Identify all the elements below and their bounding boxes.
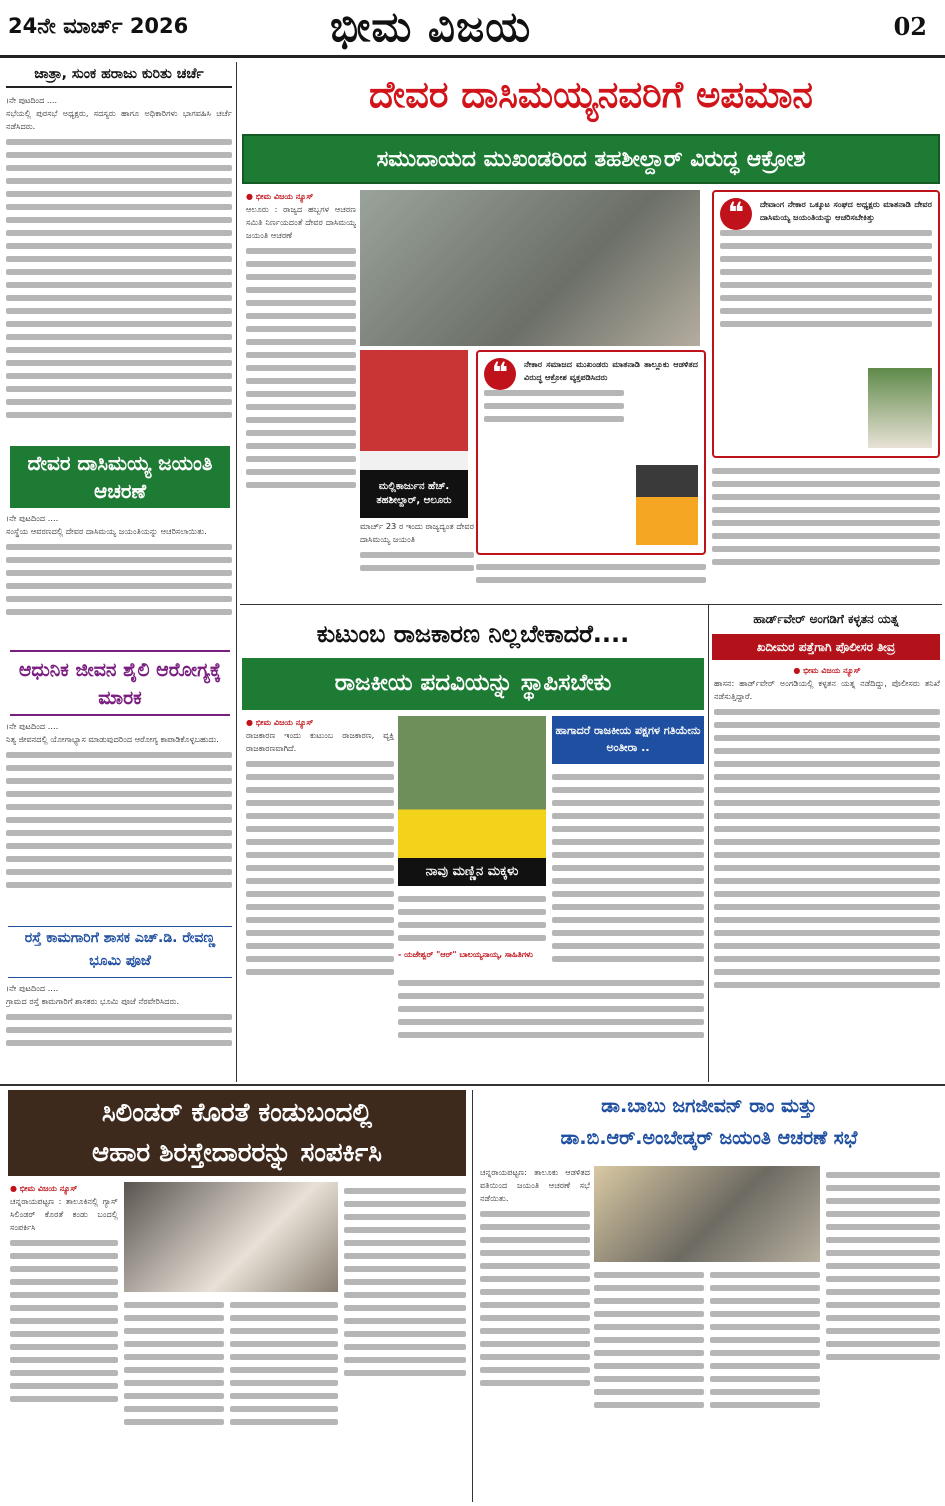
quote-text: ದೇವಾಂಗ ನೇಕಾರ ಒಕ್ಕೂಟ ಸಂಘದ ಅಧ್ಯಕ್ಷರು ಮಾತನಾಡಿ ದೇವರ ದಾಸಿಮಯ್ಯ ಜಯಂತಿಯನ್ನು ಆಚರಿಸಬೇಕಿತ್ತು [760, 199, 932, 222]
lead-story-body [246, 190, 356, 600]
story-lead: ನಿತ್ಯ ಜೀವನದಲ್ಲಿ ಯೋಗಾಭ್ಯಾಸ ಮಾಡುವುದರಿಂದ ಆರೋಗ್ಯ ಕಾಪಾಡಿಕೊಳ್ಳಬಹುದು. [6, 734, 219, 744]
jayanthi-col-3 [710, 1266, 820, 1502]
story-jatra [6, 62, 232, 444]
cylinder-headline-line2: ಆಹಾರ ಶಿರಸ್ತೇದಾರರನ್ನು ಸಂಪರ್ಕಿಸಿ [92, 1138, 382, 1168]
story-lead: ಸಂಸ್ಥೆಯ ಆವರಣದಲ್ಲಿ ದೇವರ ದಾಸಿಮಯ್ಯ ಜಯಂತಿಯನ್ನು ಆಚರಿಸಲಾಯಿತು. [6, 526, 207, 536]
byline: ● ಭೀಮ ವಿಜಯ ನ್ಯೂಸ್ [10, 1184, 78, 1193]
issue-date: 24ನೇ ಮಾರ್ಚ್ 2026 [8, 14, 189, 38]
author-credit: - ಯಜೇಶ್ವರ್ "ಆರ್" ಬಾಲಯ್ಯನಾಯ್ಕ, ಸಾಹಿತಿಗಳು [398, 950, 533, 959]
story-lead: ಸಭೆಯಲ್ಲಿ ಪುರಸಭೆ ಅಧ್ಯಕ್ಷರು, ಸದಸ್ಯರು ಹಾಗೂ ಅಧಿಕಾರಿಗಳು ಭಾಗವಹಿಸಿ ಚರ್ಚೆ ನಡೆಸಿದರು. [6, 108, 232, 131]
politics-col-1 [246, 716, 394, 1080]
quote-box-1 [712, 190, 940, 458]
column-rule [708, 605, 709, 1082]
cylinder-col-3 [230, 1296, 338, 1502]
lead-headline: ದೇವರ ದಾಸಿಮಯ್ಯನವರಿಗೆ ಅಪಮಾನ [369, 73, 813, 116]
byline: ● ಭೀಮ ವಿಜಯ ನ್ಯೂಸ್ [793, 666, 861, 675]
column-rule [472, 1090, 473, 1502]
jayanthi-col-4 [826, 1166, 940, 1502]
politics-col-bottom [398, 974, 704, 1080]
jayanthi-headline-line2: ಡಾ.ಬಿ.ಆರ್.ಅಂಬೇಡ್ಕರ್ ಜಯಂತಿ ಆಚರಣೆ ಸಭೆ [560, 1127, 858, 1149]
photo-caption: ನಾವು ಮಣ್ಣಿನ ಮಕ್ಕಳು [398, 858, 546, 886]
dateline: ।ನೇ ಪುಟದಿಂದ .... [6, 983, 59, 993]
story-title-road: ರಸ್ತೆ ಕಾಮಗಾರಿಗೆ ಶಾಸಕ ಎಚ್.ಡಿ. ರೇವಣ್ಣ ಭೂಮಿ ಪೂಜೆ [8, 926, 232, 978]
lead-story-right [712, 462, 940, 598]
story-tail: ಮಾರ್ಚ್ 23 ರ ಇಂದು ರಾಜ್ಯದ್ಯಂತ ದೇವರ ದಾಸಿಮಯ್ಯ ಜಯಂತಿ [360, 521, 474, 544]
side-title: ಹಾಗಾದರೆ ರಾಜಕೀಯ ಪಕ್ಷಗಳ ಗತಿಯೇನು ಅಂತೀರಾ .. [552, 716, 704, 764]
dateline: ।ನೇ ಪುಟದಿಂದ .... [6, 96, 57, 105]
cylinder-headline-line1: ಸಿಲಿಂಡರ್ ಕೊರತೆ ಕಂಡುಬಂದಲ್ಲಿ [101, 1098, 373, 1128]
lead-story-col [476, 558, 706, 602]
lead-subhead: ಸಮುದಾಯದ ಮುಖಂಡರಿಂದ ತಹಶೀಲ್ದಾರ್ ವಿರುದ್ಧ ಆಕ್ರೋಶ [242, 134, 940, 184]
story-title-lifestyle: ಆಧುನಿಕ ಜೀವನ ಶೈಲಿ ಆರೋಗ್ಯಕ್ಕೆ ಮಾರಕ [10, 650, 230, 716]
quote-text: ನೇಕಾರ ಸಮಾಜದ ಮುಖಂಡರು ಮಾತನಾಡಿ ತಾಲ್ಲೂಕು ಆಡಳಿತದ ವಿರುದ್ಧ ಆಕ್ರೋಶ ವ್ಯಕ್ತಪಡಿಸಿದರು [524, 359, 698, 382]
quote-icon: ❝ [484, 358, 516, 390]
byline: ● ಭೀಮ ವಿಜಯ ನ್ಯೂಸ್ [246, 718, 314, 727]
hardware-title: ಖದೀಮರ ಪತ್ತೆಗಾಗಿ ಪೊಲೀಸರ ತೀವ್ರ [712, 634, 940, 660]
cylinder-headline [8, 1090, 466, 1176]
author-photo [398, 716, 546, 886]
byline: ● ಭೀಮ ವಿಜಯ ನ್ಯೂಸ್ [246, 192, 314, 201]
story-title-jayanthi: ದೇವರ ದಾಸಿಮಯ್ಯ ಜಯಂತಿ ಆಚರಣೆ [10, 446, 230, 508]
section-rule [240, 604, 942, 605]
story-lead: ಹಾಸನ: ಹಾರ್ಡ್‌ವೇರ್ ಅಂಗಡಿಯಲ್ಲಿ ಕಳ್ಳತನ ಯತ್ನ ನಡೆದಿದ್ದು, ಪೊಲೀಸರು ತನಿಖೆ ನಡೆಸುತ್ತಿದ್ದಾರೆ. [714, 678, 940, 701]
photo-caption: ಮಲ್ಲಿಕಾರ್ಜುನ ಹೆಚ್. ತಹಶೀಲ್ದಾರ್, ಆಲೂರು [360, 470, 468, 518]
protest-photo [360, 190, 700, 346]
hardware-story-body [714, 664, 940, 1080]
story-road [6, 982, 232, 1080]
masthead [0, 0, 945, 58]
jayanthi-headline-line1: ಡಾ.ಬಾಬು ಜಗಜೀವನ್ ರಾಂ ಮತ್ತು [601, 1095, 817, 1117]
jayanthi-col-1 [480, 1166, 590, 1502]
politics-pullquote [398, 890, 546, 970]
leader-photo [868, 368, 932, 448]
story-title: ಜಾತ್ರಾ, ಸುಂಕ ಹರಾಜು ಕುರಿತು ಚರ್ಚೆ [6, 62, 232, 88]
tahsildar-photo [360, 350, 468, 518]
section-rule [0, 1084, 945, 1086]
story-lead: ಆಲೂರು : ರಾಜ್ಯದ ಹಬ್ಬಗಳ ಆಚರಣ ಸಮಿತಿ ನಿರ್ಣಯದಂತೆ ದೇವರ ದಾಸಿಮಯ್ಯ ಜಯಂತಿ ಆಚರಣೆ [246, 204, 356, 240]
quote-icon: ❝ [720, 198, 752, 230]
speaker-photo [636, 465, 698, 545]
jayanthi-col-2 [594, 1266, 704, 1502]
story-lead: ಚನ್ನರಾಯಪಟ್ಟಣ: ತಾಲೂಕು ಆಡಳಿತದ ವತಿಯಿಂದ ಜಯಂತಿ ಆಚರಣೆ ಸಭೆ ನಡೆಯಿತು. [480, 1167, 590, 1203]
lead-story-tail [360, 520, 474, 602]
story-lead: ಗ್ರಾಮದ ರಸ್ತೆ ಕಾಮಗಾರಿಗೆ ಶಾಸಕರು ಭೂಮಿ ಪೂಜೆ ನೆರವೇರಿಸಿದರು. [6, 996, 180, 1006]
quote-box-2 [476, 350, 706, 555]
cylinder-col-2 [124, 1296, 224, 1502]
hardware-kicker: ಹಾರ್ಡ್‌ವೇರ್ ಅಂಗಡಿಗೆ ಕಳ್ಳತನ ಯತ್ನ [753, 612, 899, 626]
page-number: 02 [893, 12, 927, 41]
jayanthi-meeting-photo [594, 1166, 820, 1262]
story-jayanthi [6, 512, 232, 644]
dateline: ।ನೇ ಪುಟದಿಂದ .... [6, 513, 59, 523]
cylinder-col-4 [344, 1182, 466, 1502]
story-lead: ರಾಜಕಾರಣ ಇಂದು ಕುಟುಂಬ ರಾಜಕಾರಣ, ವ್ಯಕ್ತಿ ರಾಜಕಾರಣವಾಗಿದೆ. [246, 730, 394, 753]
story-lifestyle [6, 720, 232, 920]
jayanthi-headline [478, 1090, 940, 1160]
politics-headline: ರಾಜಕೀಯ ಪದವಿಯನ್ನು ಸ್ಥಾಪಿಸಬೇಕು [242, 658, 704, 710]
politics-kicker: ಕುಟುಂಬ ರಾಜಕಾರಣ ನಿಲ್ಲಬೇಕಾದರೆ.... [316, 620, 630, 648]
story-lead: ಚನ್ನರಾಯಪಟ್ಟಣ : ತಾಲೂಕಿನಲ್ಲಿ ಗ್ಯಾಸ್ ಸಿಲಿಂಡರ್ ಕೊರತೆ ಕಂಡು ಬಂದಲ್ಲಿ ಸಂಪರ್ಕಿಸಿ [10, 1196, 118, 1232]
newspaper-logo: ಭೀಮ ವಿಜಯ [330, 2, 532, 51]
meeting-photo [124, 1182, 338, 1292]
cylinder-col-1 [10, 1182, 118, 1502]
column-rule [236, 62, 237, 1082]
dateline: ।ನೇ ಪುಟದಿಂದ .... [6, 721, 59, 731]
